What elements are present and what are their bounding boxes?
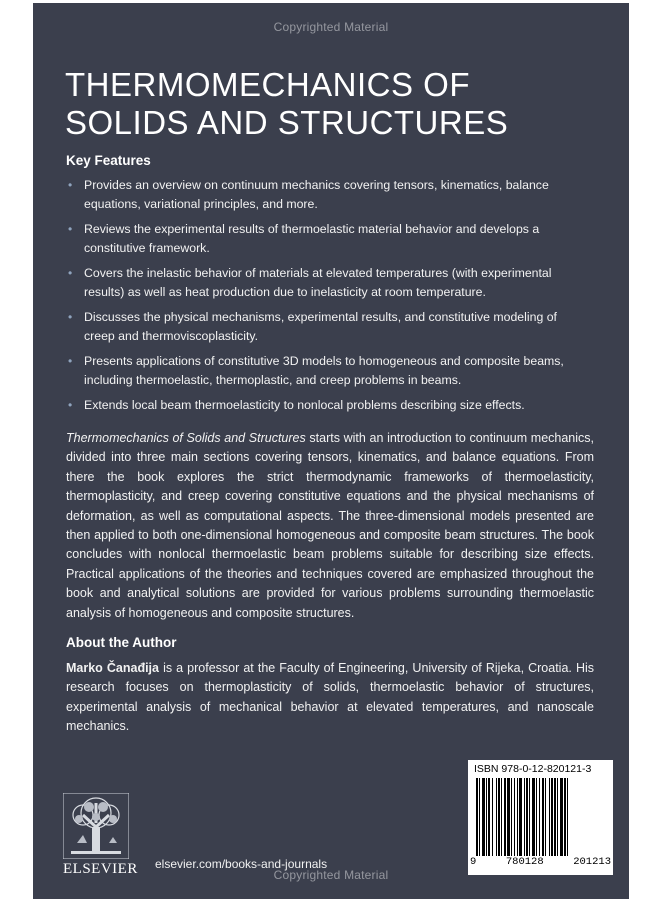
book-title-line-1: THERMOMECHANICS OF — [65, 66, 470, 103]
isbn-label: ISBN 978-0-12-820121-3 — [474, 763, 592, 775]
list-item: • Extends local beam thermoelasticity to nonlocal problems describing size effects. — [66, 396, 591, 415]
about-author-text — [66, 659, 594, 737]
watermark-top: Copyrighted Material — [273, 20, 389, 34]
bullet-icon: • — [68, 354, 73, 368]
book-back-cover — [33, 3, 629, 899]
key-features-list — [66, 176, 591, 421]
barcode-digits: 9 780128 201213 — [470, 856, 611, 868]
barcode-icon — [476, 778, 606, 856]
list-item: • Provides an overview on continuum mechanics covering tensors, kinematics, balance equations, variational principles, and more. — [68, 178, 549, 211]
elsevier-tree-icon — [63, 793, 129, 859]
watermark-bottom: Copyrighted Material — [273, 868, 389, 882]
description-text: starts with an introduction to continuum mechanics, divided into three main sections covering tensors, kinematics, and balance equations. From there the book explores the strict thermodynamic frameworks of thermoelasticity, thermoplasticity, and creep covering constitutive equations and the physical mechanisms of deformation, as well as computational aspects. The three-dimensional models presented are then applied to both one-dimensional homogeneous and composite beam structures. The book concludes with nonlocal thermoelastic beam problems suitable for describing size effects. Practical applications of the theories and techniques covered are emphasized throughout the book and analytical solutions are provided for various problems surrounding thermoelastic analysis of homogeneous and composite structures. — [66, 431, 594, 620]
about-author-heading: About the Author — [66, 635, 177, 650]
key-features-heading: Key Features — [66, 153, 151, 168]
list-item: • Discusses the physical mechanisms, experimental results, and constitutive modeling of creep and thermoviscoplasticity. — [68, 310, 557, 343]
author-bio: is a professor at the Faculty of Engineering, University of Rijeka, Croatia. His research focuses on thermoplasticity of solids, thermoelastic behavior of structures, experimental analysis of mechanical behavior at elevated temperatures, and nanoscale mechanics. — [66, 661, 595, 734]
book-title — [65, 66, 605, 142]
publisher-name: ELSEVIER — [63, 861, 138, 877]
barcode-label — [468, 760, 613, 875]
book-description — [66, 429, 594, 623]
author-name: Marko Čanađija — [66, 661, 159, 675]
bullet-icon: • — [68, 310, 73, 324]
bullet-icon: • — [68, 266, 73, 280]
bullet-icon: • — [68, 178, 73, 192]
list-item: • Presents applications of constitutive 3D models to homogeneous and composite beams, including thermoelastic, thermoplastic, and creep problems in beams. — [68, 354, 564, 387]
description-book-title: Thermomechanics of Solids and Structures — [66, 431, 306, 445]
publisher-website: elsevier.com/books-and-journals — [155, 857, 328, 871]
list-item: • Covers the inelastic behavior of materials at elevated temperatures (with experimental results) as well as heat production due to inelasticity at room temperature. — [68, 266, 552, 299]
book-title-line-2: SOLIDS AND STRUCTURES — [65, 104, 509, 141]
bullet-icon: • — [68, 398, 73, 412]
elsevier-logo — [63, 793, 138, 878]
list-item: • Reviews the experimental results of thermoelastic material behavior and develops a constitutive framework. — [68, 222, 540, 255]
bullet-icon: • — [68, 222, 73, 236]
